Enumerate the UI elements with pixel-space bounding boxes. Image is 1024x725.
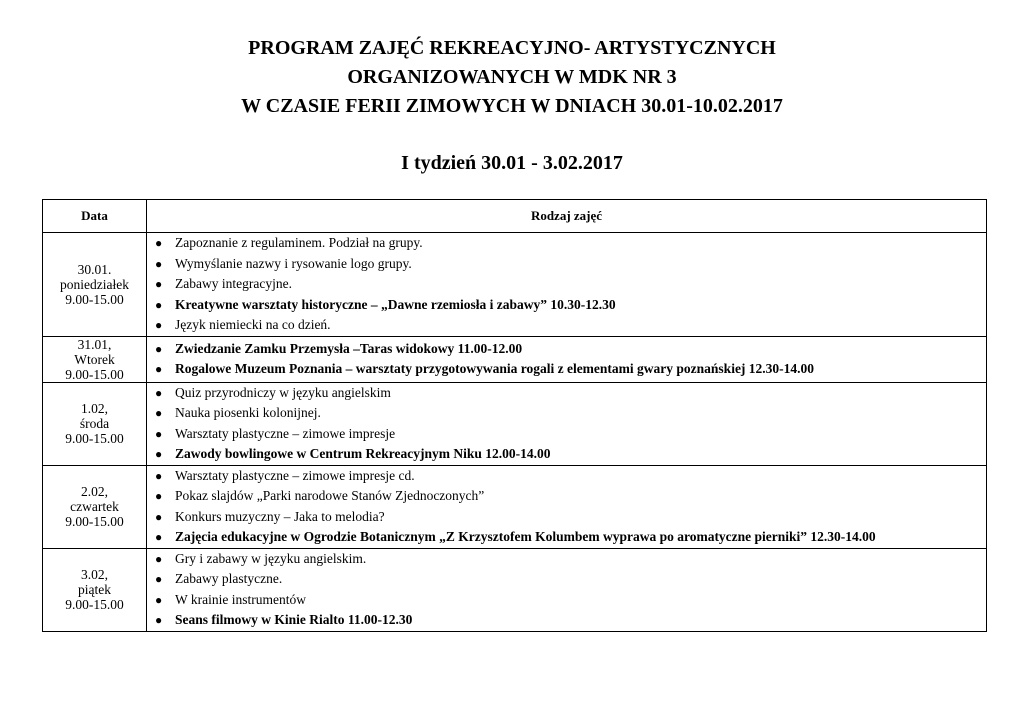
activity-text: Seans filmowy w Kinie Rialto 11.00-12.30 bbox=[175, 612, 413, 627]
list-item bbox=[155, 486, 986, 507]
activity-list bbox=[147, 233, 986, 336]
activity-text: Pokaz slajdów „Parki narodowe Stanów Zjednoczonych” bbox=[175, 488, 485, 503]
list-item bbox=[155, 507, 986, 528]
bullet-icon: ● bbox=[155, 572, 163, 586]
activity-text: Kreatywne warsztaty historyczne – „Dawne rzemiosła i zabawy” 10.30-12.30 bbox=[175, 296, 616, 312]
activities-cell bbox=[147, 548, 987, 631]
day-name: poniedziałek bbox=[60, 276, 129, 292]
day-date: 1.02, bbox=[81, 401, 108, 416]
activity-text: W krainie instrumentów bbox=[175, 591, 306, 607]
day-cell bbox=[43, 336, 147, 382]
day-cell bbox=[43, 382, 147, 465]
activity-list bbox=[147, 466, 986, 548]
list-item bbox=[155, 466, 986, 487]
bullet-icon: ● bbox=[155, 447, 163, 461]
day-date: 2.02, bbox=[81, 484, 108, 499]
list-item bbox=[155, 403, 986, 424]
list-item bbox=[155, 569, 986, 590]
day-hours: 9.00-15.00 bbox=[65, 431, 124, 446]
day-cell bbox=[43, 233, 147, 337]
table-row bbox=[43, 465, 987, 548]
bullet-icon: ● bbox=[155, 362, 163, 376]
day-hours: 9.00-15.00 bbox=[65, 597, 124, 612]
column-header-date: Data bbox=[43, 200, 147, 233]
activity-list bbox=[147, 339, 986, 380]
list-item bbox=[155, 527, 986, 548]
list-item bbox=[155, 274, 986, 295]
day-hours: 9.00-15.00 bbox=[65, 514, 124, 529]
table-row bbox=[43, 548, 987, 631]
list-item bbox=[155, 295, 986, 316]
day-name: piątek bbox=[78, 582, 111, 597]
activity-text: Rogalowe Muzeum Poznania – warsztaty przygotowywania rogali z elementami gwary poznańskiej 12.30-14.00 bbox=[175, 361, 815, 376]
table-row bbox=[43, 336, 987, 382]
activity-text: Zawody bowlingowe w Centrum Rekreacyjnym Niku 12.00-14.00 bbox=[175, 446, 551, 461]
activity-text: Zwiedzanie Zamku Przemysła –Taras widokowy 11.00-12.00 bbox=[175, 340, 523, 356]
activity-text: Warsztaty plastyczne – zimowe impresje bbox=[175, 425, 396, 441]
table-row bbox=[43, 382, 987, 465]
list-item bbox=[155, 383, 986, 404]
list-item bbox=[155, 339, 986, 360]
day-hours: 9.00-15.00 bbox=[65, 291, 124, 307]
activity-list bbox=[147, 549, 986, 631]
list-item bbox=[155, 610, 986, 631]
bullet-icon: ● bbox=[155, 509, 163, 524]
activities-cell bbox=[147, 233, 987, 337]
activity-text: Nauka piosenki kolonijnej. bbox=[175, 405, 321, 420]
activities-cell bbox=[147, 382, 987, 465]
title-line-3: W CZASIE FERII ZIMOWYCH W DNIACH 30.01-10.02.2017 bbox=[241, 95, 783, 117]
day-name: środa bbox=[79, 416, 110, 431]
list-item bbox=[155, 315, 986, 336]
bullet-icon: ● bbox=[155, 489, 163, 503]
activity-text: Warsztaty plastyczne – zimowe impresje cd. bbox=[175, 467, 415, 483]
schedule-body bbox=[43, 233, 987, 632]
day-date: 31.01, bbox=[77, 336, 112, 352]
bullet-icon: ● bbox=[155, 341, 163, 356]
bullet-icon: ● bbox=[155, 530, 163, 544]
week-heading: I tydzień 30.01 - 3.02.2017 bbox=[401, 152, 623, 174]
activities-cell bbox=[147, 336, 987, 382]
title-line-2: ORGANIZOWANYCH W MDK NR 3 bbox=[347, 66, 677, 88]
list-item bbox=[155, 359, 986, 380]
activity-text: Zapoznanie z regulaminem. Podział na grupy. bbox=[175, 235, 423, 250]
schedule-table bbox=[42, 199, 987, 632]
bullet-icon: ● bbox=[155, 426, 163, 441]
document-title bbox=[0, 34, 1024, 121]
activity-text: Zabawy integracyjne. bbox=[175, 276, 292, 291]
list-item bbox=[155, 549, 986, 570]
activity-text: Gry i zabawy w języku angielskim. bbox=[175, 550, 367, 566]
activity-list bbox=[147, 383, 986, 465]
bullet-icon: ● bbox=[155, 468, 163, 483]
day-name: Wtorek bbox=[74, 351, 115, 367]
day-cell bbox=[43, 548, 147, 631]
day-date: 30.01. bbox=[77, 261, 112, 277]
title-line-1: PROGRAM ZAJĘĆ REKREACYJNO- ARTYSTYCZNYCH bbox=[248, 37, 776, 59]
table-header-row bbox=[43, 200, 987, 233]
bullet-icon: ● bbox=[155, 406, 163, 420]
list-item bbox=[155, 444, 986, 465]
activity-text: Język niemiecki na co dzień. bbox=[175, 317, 331, 332]
day-name: czwartek bbox=[70, 499, 119, 514]
bullet-icon: ● bbox=[155, 236, 163, 250]
day-date: 3.02, bbox=[81, 567, 108, 582]
table-row bbox=[43, 233, 987, 337]
activity-text: Konkurs muzyczny – Jaka to melodia? bbox=[175, 508, 385, 524]
activities-cell bbox=[147, 465, 987, 548]
activity-text: Zajęcia edukacyjne w Ogrodzie Botanicznym „Z Krzysztofem Kolumbem wyprawa po aromatyczne pierniki” 12.30-14.00 bbox=[175, 529, 876, 544]
day-hours: 9.00-15.00 bbox=[65, 366, 124, 382]
activity-text: Zabawy plastyczne. bbox=[175, 571, 283, 586]
activity-text: Quiz przyrodniczy w języku angielskim bbox=[175, 384, 391, 400]
bullet-icon: ● bbox=[155, 318, 163, 332]
bullet-icon: ● bbox=[155, 385, 163, 400]
list-item bbox=[155, 233, 986, 254]
bullet-icon: ● bbox=[155, 592, 163, 607]
column-header-activity: Rodzaj zajęć bbox=[147, 200, 987, 233]
bullet-icon: ● bbox=[155, 277, 163, 291]
list-item bbox=[155, 254, 986, 275]
list-item bbox=[155, 590, 986, 611]
day-cell bbox=[43, 465, 147, 548]
bullet-icon: ● bbox=[155, 256, 163, 271]
list-item bbox=[155, 424, 986, 445]
bullet-icon: ● bbox=[155, 613, 163, 627]
bullet-icon: ● bbox=[155, 551, 163, 566]
bullet-icon: ● bbox=[155, 297, 163, 312]
activity-text: Wymyślanie nazwy i rysowanie logo grupy. bbox=[175, 255, 412, 271]
